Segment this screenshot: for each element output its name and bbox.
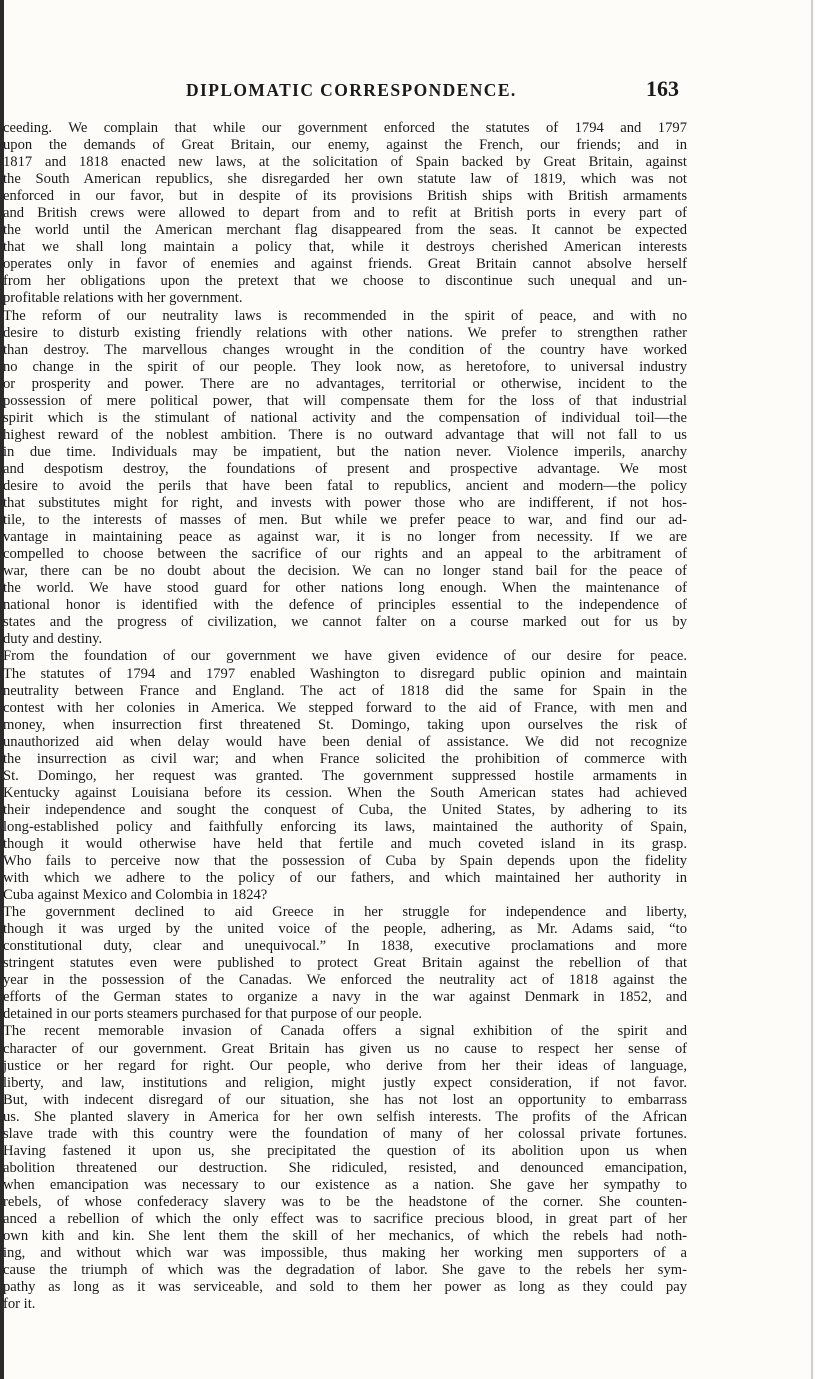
text-line: From the foundation of our government we have given evidence of our desire for peace. <box>3 648 687 665</box>
text-line: The recent memorable invasion of Canada offers a signal exhibition of the spirit and <box>3 1023 687 1040</box>
text-line: war, there can be no doubt about the decision. We can no longer stand bail for the peace of <box>3 563 687 580</box>
text-line: liberty, and law, institutions and religion, might justly expect consideration, if not favor. <box>3 1074 687 1091</box>
text-line: when emancipation was necessary to our existence as a nation. She gave her sympathy to <box>3 1176 687 1193</box>
text-line: Cuba against Mexico and Colombia in 1824? <box>3 887 268 904</box>
text-line: profitable relations with her government. <box>3 290 243 307</box>
text-line: us. She planted slavery in America for her own selfish interests. The profits of the African <box>3 1108 687 1125</box>
text-line: highest reward of the noblest ambition. There is no outward advantage that will not fall to us <box>3 426 687 443</box>
text-line: tile, to the interests of masses of men. But while we prefer peace to war, and find our ad- <box>3 512 687 529</box>
text-line: though it would otherwise have held that fertile and much coveted island in its grasp. <box>3 835 687 852</box>
text-line: vantage in maintaining peace as against war, it is no longer from necessity. If we are <box>3 529 687 546</box>
text-line: states and the progress of civilization, we cannot falter on a course marked out for us by <box>3 614 687 631</box>
text-line: the insurrection as civil war; and when France solicited the prohibition of commerce with <box>3 750 687 767</box>
text-line: constitutional duty, clear and unequivocal.” In 1838, executive proclamations and more <box>3 938 687 955</box>
text-line: their independence and sought the conquest of Cuba, the United States, by adhering to its <box>3 801 687 818</box>
text-line: the South American republics, she disregarded her own statute law of 1819, which was not <box>3 171 687 188</box>
text-line: Having fastened it upon us, she precipitated the question of its abolition upon us when <box>3 1142 687 1159</box>
text-line: desire to disturb existing friendly relations with other nations. We prefer to strengthen rather <box>3 324 687 341</box>
page-header <box>0 78 815 104</box>
text-line: no change in the spirit of our people. They look now, as heretofore, to universal industry <box>3 358 687 375</box>
text-line: that we shall long maintain a policy that, while it destroys cherished American interests <box>3 239 687 256</box>
text-line: duty and destiny. <box>3 631 103 648</box>
text-line: contest with her colonies in America. We stepped forward to the aid of France, with men and <box>3 699 687 716</box>
text-line: But, with indecent disregard of our situation, she has not lost an opportunity to embarrass <box>3 1091 687 1108</box>
text-line: from her obligations upon the pretext that we choose to discontinue such unequal and un- <box>3 273 687 290</box>
text-line: rebels, of whose confederacy slavery was to be the headstone of the corner. She counten- <box>3 1193 687 1210</box>
text-line: operates only in favor of enemies and against friends. Great Britain cannot absolve herself <box>3 256 687 273</box>
text-line: own kith and kin. She lent them the skill of her mechanics, of which the rebels had noth- <box>3 1228 687 1245</box>
text-line: slave trade with this country were the foundation of many of her colossal private fortunes. <box>3 1125 687 1142</box>
text-line: pathy as long as it was serviceable, and sold to them her power as long as they could pay <box>3 1279 687 1296</box>
text-line: efforts of the German states to organize a navy in the war against Denmark in 1852, and <box>3 989 687 1006</box>
text-line: 1817 and 1818 enacted new laws, at the solicitation of Spain backed by Great Britain, against <box>3 154 687 171</box>
text-line: the world until the American merchant flag disappeared from the seas. It cannot be expected <box>3 222 687 239</box>
text-line: that substitutes might for right, and invests with power those who are indifferent, if not hos- <box>3 495 687 512</box>
text-line: and British crews were allowed to depart from and to refit at British ports in every part of <box>3 205 687 222</box>
text-line: than destroy. The marvellous changes wrought in the condition of the country have worked <box>3 341 687 358</box>
text-line: in due time. Individuals may be impatient, but the nation never. Violence imperils, anarchy <box>3 443 687 460</box>
text-line: neutrality between France and England. The act of 1818 did the same for Spain in the <box>3 682 687 699</box>
text-line: detained in our ports steamers purchased for that purpose of our people. <box>3 1006 423 1023</box>
text-line: unauthorized aid when delay would have been denial of assistance. We did not recognize <box>3 733 687 750</box>
text-line: desire to avoid the perils that have been fatal to republics, ancient and modern—the policy <box>3 477 687 494</box>
text-line: St. Domingo, her request was granted. The government suppressed hostile armaments in <box>3 767 687 784</box>
text-line: justice or her regard for right. Our people, who derive from her their ideas of language, <box>3 1057 687 1074</box>
text-line: The statutes of 1794 and 1797 enabled Washington to disregard public opinion and maintain <box>3 665 687 682</box>
text-line: abolition threatened our destruction. She ridiculed, resisted, and denounced emancipation, <box>3 1159 687 1176</box>
text-line: national honor is identified with the defence of principles essential to the independence of <box>3 597 687 614</box>
text-line: the world. We have stood guard for other nations long enough. When the maintenance of <box>3 580 687 597</box>
text-line: ing, and without which war was impossible, thus making her working men supporters of a <box>3 1245 687 1262</box>
page-number: 163 <box>646 76 679 101</box>
text-line: compelled to choose between the sacrifice of our rights and an appeal to the arbitrament of <box>3 546 687 563</box>
text-line: possession of mere political power, that will compensate them for the loss of that industrial <box>3 392 687 409</box>
text-line: ceeding. We complain that while our government enforced the statutes of 1794 and 1797 <box>3 120 687 136</box>
text-line: Kentucky against Louisiana before its cession. When the South American states had achieved <box>3 784 687 801</box>
text-line: The reform of our neutrality laws is recommended in the spirit of peace, and with no <box>3 307 687 324</box>
text-line: upon the demands of Great Britain, our enemy, against the French, our friends; and in <box>3 137 687 154</box>
page-edge <box>811 0 813 1379</box>
text-line: though it was urged by the united voice of the people, adhering, as Mr. Adams said, “to <box>3 921 687 938</box>
text-line: The government declined to aid Greece in her struggle for independence and liberty, <box>3 904 687 921</box>
text-line: money, when insurrection first threatened St. Domingo, taking upon ourselves the risk of <box>3 716 687 733</box>
text-line: character of our government. Great Britain has given us no cause to respect her sense of <box>3 1040 687 1057</box>
text-line: long-established policy and faithfully enforcing its laws, maintained the authority of Spain, <box>3 818 687 835</box>
text-line: year in the possession of the Canadas. We enforced the neutrality act of 1818 against the <box>3 972 687 989</box>
text-line: stringent statutes even were published to protect Great Britain against the rebellion of that <box>3 955 687 972</box>
text-line: or prosperity and power. There are no advantages, territorial or otherwise, incident to the <box>3 375 687 392</box>
text-line: with which we adhere to the policy of our fathers, and which maintained her authority in <box>3 870 687 887</box>
text-line: and despotism destroy, the foundations of present and prospective advantage. We most <box>3 460 687 477</box>
text-line: cause the triumph of which was the degradation of labor. She gave to the rebels her sym- <box>3 1262 687 1279</box>
text-line: anced a rebellion of which the only effect was to sacrifice precious blood, in great part of her <box>3 1211 687 1227</box>
text-line: spirit which is the stimulant of national activity and the compensation of individual toil—the <box>3 409 687 426</box>
running-title: DIPLOMATIC CORRESPONDENCE. <box>186 80 517 100</box>
text-line: for it. <box>3 1296 36 1313</box>
body-text <box>3 120 687 1313</box>
text-line: Who fails to perceive now that the possession of Cuba by Spain depends upon the fidelity <box>3 853 687 870</box>
text-line: enforced in our favor, but in despite of its provisions British ships with British armaments <box>3 188 687 205</box>
